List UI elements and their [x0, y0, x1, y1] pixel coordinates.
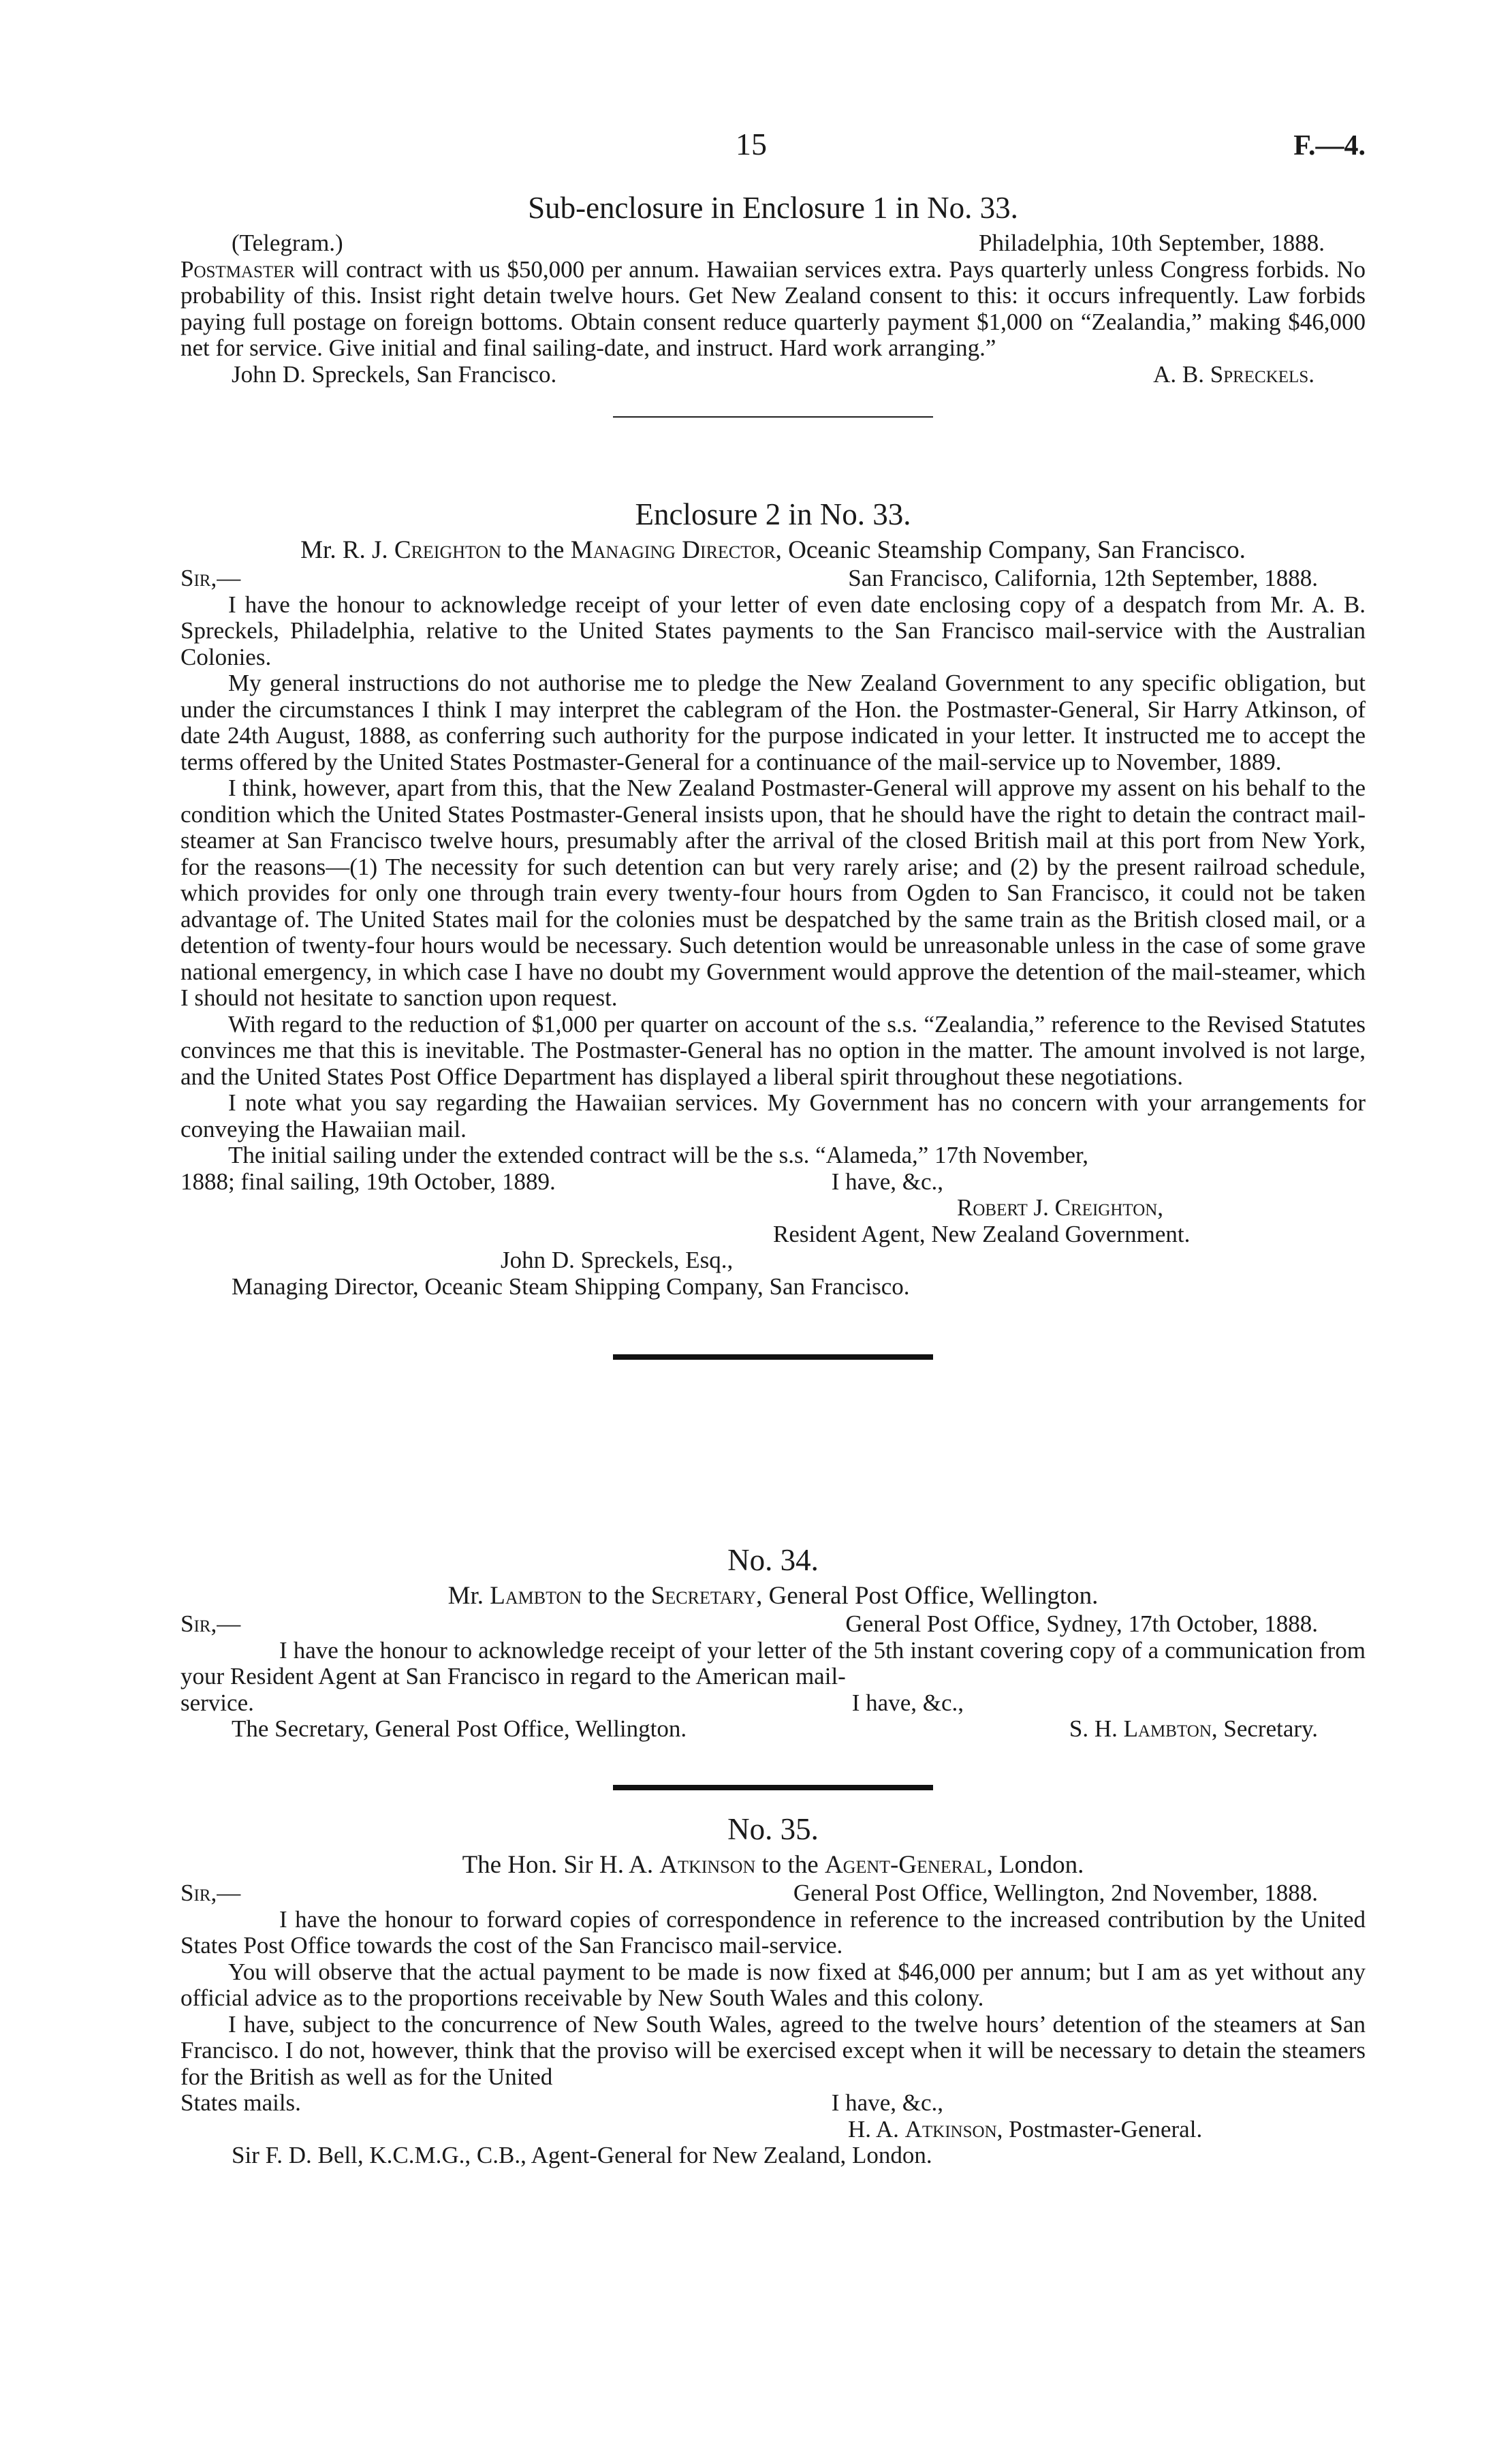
paragraph: The initial sailing under the extended contract will be the s.s. “Alameda,” 17th November, — [228, 1142, 1089, 1168]
paragraph-last-line: 1888; final sailing, 19th October, 1889. — [180, 1168, 556, 1195]
telegram-body: Postmaster will contract with us $50,000 per annum. Hawaiian services extra. Pays quarterly unless Congress forbids. No probability of this. Insist right detain twelve hours. Get New Zealand consent to this: it occurs infrequently. Law forbids paying full postage on foreign bottoms. Obtain consent reduce quarterly payment $1,000 on “Zealandia,” making $46,000 net for service. Give initial and final sailing-date, and instruct. Hard work arranging.” — [180, 255, 1366, 361]
letter-place-date: San Francisco, California, 12th September, 1888. — [848, 565, 1318, 591]
salutation: Sir,— — [180, 1880, 241, 1906]
telegram-place-date: Philadelphia, 10th September, 1888. — [979, 230, 1325, 256]
addressee: Sir F. D. Bell, K.C.M.G., C.B., Agent-General for New Zealand, London. — [232, 2142, 932, 2168]
paragraph: I have, subject to the concurrence of New South Wales, agreed to the twelve hours’ detention of the steamers at San Francisco. I do not, however, think that the proviso will be exercised except when it will be necessary to detain the steamers for the British as well as for the United — [180, 2010, 1366, 2090]
telegram-label: (Telegram.) — [232, 230, 343, 256]
enclosure-2-section — [180, 497, 1366, 1360]
signature: H. A. Atkinson, Postmaster-General. — [848, 2115, 1203, 2142]
closing: I have, &c., — [831, 1168, 943, 1195]
section-divider — [613, 416, 933, 418]
section-divider — [613, 1354, 933, 1360]
sub-enclosure-section — [180, 191, 1366, 418]
paragraph-last-line: service. — [180, 1689, 254, 1716]
closing: I have, &c., — [831, 2089, 943, 2116]
no-34-title: No. 34. — [727, 1543, 819, 1577]
salutation: Sir,— — [180, 565, 241, 591]
paragraph: I think, however, apart from this, that the New Zealand Postmaster-General will approve my assent on his behalf to the condition which the United States Postmaster-General insists upon, that he should have the right to detain the contract mail-steamer at San Francisco twelve hours, presumably after the arrival of the closed British mail at this port from New York, for the reasons—(1) The necessity for such detention can but very rarely arise; and (2) by the present railroad schedule, which provides for only one through train every twenty-four hours from Ogden to San Francisco, it could not be taken advantage of. The United States mail for the colonies must be despatched by the same train as the British closed mail, or a detention of twenty-four hours would be necessary. Such detention would be unreasonable unless in the case of some grave national emergency, in which case I have no doubt my Government would approve the detention of the mail-steamer, which I should not hesitate to sanction upon request. — [180, 775, 1366, 1011]
paragraph: I have the honour to acknowledge receipt of your letter of the 5th instant covering copy of a communication from your Resident Agent at San Francisco in regard to the American mail- — [180, 1636, 1366, 1689]
enclosure-2-subtitle: Mr. R. J. Creighton to the Managing Director, Oceanic Steamship Company, San Francisco. — [300, 536, 1246, 564]
no-34-subtitle: Mr. Lambton to the Secretary, General Post Office, Wellington. — [447, 1582, 1099, 1610]
addressee: The Secretary, General Post Office, Wellington. — [232, 1715, 687, 1742]
signature: S. H. Lambton, Secretary. — [1069, 1715, 1318, 1742]
no-34-section — [180, 1543, 1366, 1790]
no-35-subtitle: The Hon. Sir H. A. Atkinson to the Agent-General, London. — [462, 1851, 1084, 1879]
document-reference: F.—4. — [1293, 130, 1366, 161]
telegram-addressee: John D. Spreckels, San Francisco. — [232, 360, 557, 388]
letter-place-date: General Post Office, Sydney, 17th October, 1888. — [845, 1610, 1318, 1637]
closing: I have, &c., — [851, 1689, 964, 1716]
paragraph: With regard to the reduction of $1,000 per quarter on account of the s.s. “Zealandia,” reference to the Revised Statutes convinces me that this is inevitable. The Postmaster-General has no option in the matter. The amount involved is not large, and the United States Post Office Department has displayed a liberal spirit throughout these negotiations. — [180, 1010, 1366, 1090]
paragraph: I note what you say regarding the Hawaiian services. My Government has no concern with your arrangements for conveying the Hawaiian mail. — [180, 1089, 1366, 1142]
paragraph-last-line: States mails. — [180, 2089, 301, 2116]
addressee: Managing Director, Oceanic Steam Shipping Company, San Francisco. — [232, 1273, 910, 1300]
no-35-section — [180, 1812, 1366, 2169]
telegram-signature: A. B. Spreckels. — [1153, 360, 1314, 388]
page-number: 15 — [736, 127, 767, 161]
addressee: John D. Spreckels, Esq., — [501, 1247, 734, 1273]
paragraph: I have the honour to forward copies of correspondence in reference to the increased contribution by the United States Post Office towards the cost of the San Francisco mail-service. — [180, 1905, 1366, 1959]
sub-enclosure-title: Sub-enclosure in Enclosure 1 in No. 33. — [528, 191, 1018, 225]
letter-place-date: General Post Office, Wellington, 2nd November, 1888. — [793, 1880, 1318, 1906]
no-35-title: No. 35. — [727, 1812, 819, 1846]
paragraph: My general instructions do not authorise me to pledge the New Zealand Government to any specific obligation, but under the circumstances I think I may interpret the cablegram of the Hon. the Postmaster-General, Sir Harry Atkinson, of date 24th August, 1888, as conferring such authority for the purpose indicated in your letter. It instructed me to accept the terms offered by the United States Postmaster-General for a continuance of the mail-service up to November, 1889. — [180, 670, 1366, 775]
enclosure-2-title: Enclosure 2 in No. 33. — [635, 497, 911, 531]
signature-title: Resident Agent, New Zealand Government. — [773, 1220, 1191, 1247]
paragraph: You will observe that the actual payment to be made is now fixed at $46,000 per annum; but I am as yet without any official advice as to the proportions receivable by New South Wales and this colony. — [180, 1958, 1366, 2011]
signature-name: Robert J. Creighton, — [957, 1194, 1164, 1221]
paragraph: I have the honour to acknowledge receipt of your letter of even date enclosing copy of a despatch from Mr. A. B. Spreckels, Philadelphia, relative to the United States payments to the San Francisco mail-service with the Australian Colonies. — [180, 591, 1366, 670]
section-divider — [613, 1785, 933, 1790]
salutation: Sir,— — [180, 1610, 241, 1637]
